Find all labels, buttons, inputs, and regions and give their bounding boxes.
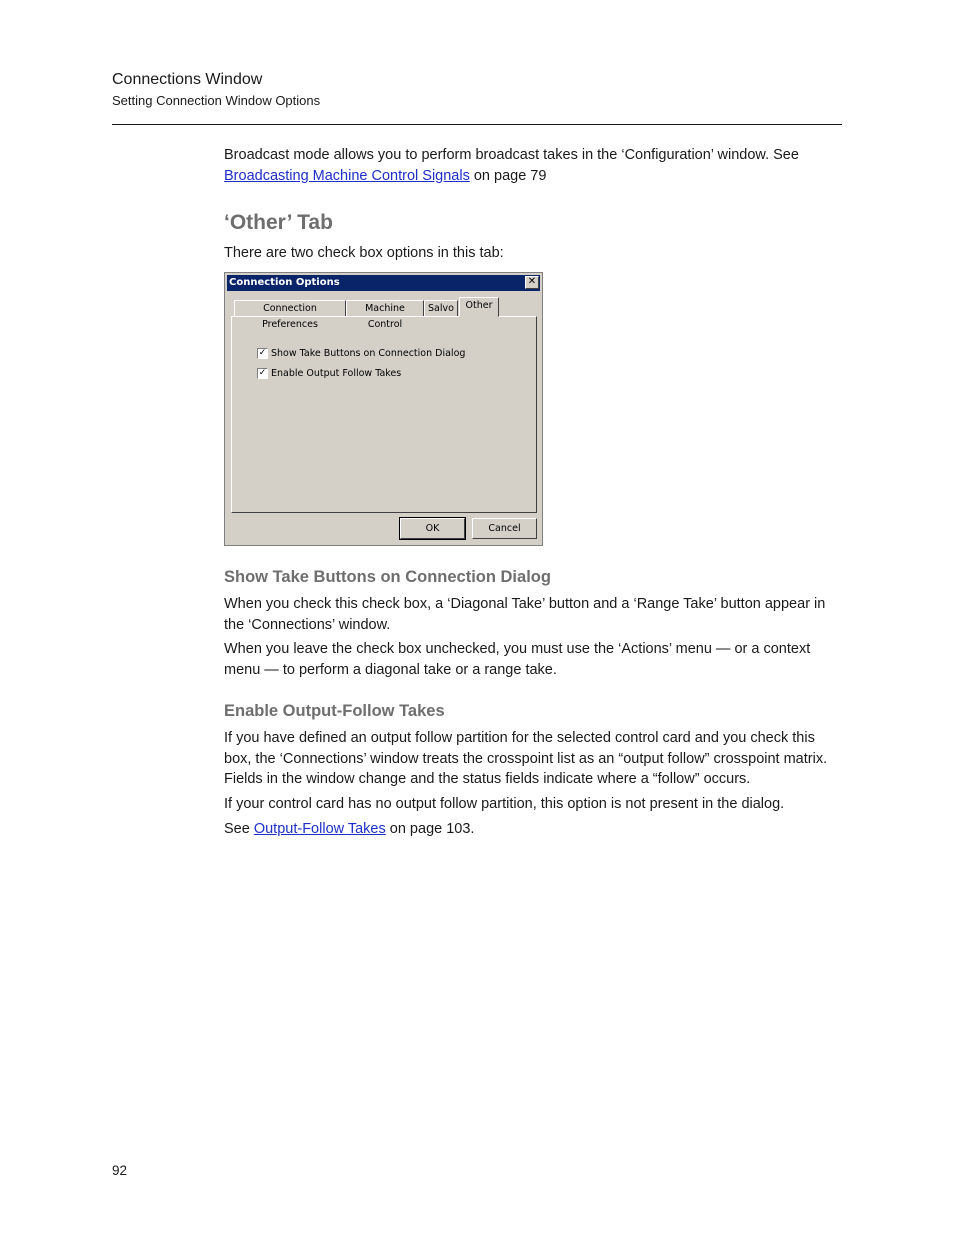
see-page-ref: on page 103. — [385, 821, 475, 837]
show-take-buttons-checkbox[interactable]: ✓ — [258, 348, 267, 358]
enable-output-follow-checkbox[interactable]: ✓ — [258, 368, 267, 378]
tab-panel-other — [231, 316, 537, 513]
cancel-button[interactable]: Cancel — [472, 518, 537, 539]
broadcasting-link[interactable]: Broadcasting Machine Control Signals — [224, 167, 470, 184]
tab-machine-control[interactable]: Machine Control — [346, 300, 424, 317]
running-header-subtitle: Setting Connection Window Options — [112, 93, 321, 108]
header-rule — [112, 124, 842, 125]
close-icon[interactable]: ✕ — [525, 276, 539, 289]
show-take-paragraph-1: When you check this check box, a ‘Diagonal Take’ button and a ‘Range Take’ button appear in the ‘Connections’ window. — [224, 596, 826, 633]
show-take-buttons-option[interactable] — [257, 348, 465, 360]
show-take-paragraph-2: When you leave the check box unchecked, you must use the ‘Actions’ menu — or a context menu — to perform a diagonal take or a range take. — [224, 641, 811, 678]
ok-button[interactable]: OK — [400, 518, 465, 539]
running-header-title: Connections Window — [112, 71, 263, 88]
dialog-titlebar — [227, 275, 540, 291]
dialog-title: Connection Options — [229, 277, 340, 288]
show-take-buttons-label: Show Take Buttons on Connection Dialog — [271, 348, 466, 359]
page-number: 92 — [112, 1163, 128, 1178]
connection-options-dialog — [224, 272, 543, 546]
output-follow-heading: Enable Output-Follow Takes — [224, 702, 445, 720]
intro-text: Broadcast mode allows you to perform broadcast takes in the ‘Configuration’ window. See — [224, 147, 799, 163]
tab-other[interactable]: Other — [459, 297, 499, 317]
tab-salvo[interactable]: Salvo — [424, 300, 458, 317]
tab-connection-preferences[interactable]: Connection Preferences — [234, 300, 346, 317]
show-take-heading: Show Take Buttons on Connection Dialog — [224, 568, 551, 586]
enable-output-follow-option[interactable] — [257, 368, 401, 380]
output-follow-paragraph-1: If you have defined an output follow partition for the selected control card and you check this box, the ‘Connections’ window treats the crosspoint list as an “output follow” crosspoint matrix. Fields in the window change and the status fields indicate where a “follow” occurs. — [224, 730, 828, 787]
output-follow-paragraph-2: If your control card has no output follow partition, this option is not present in the dialog. — [224, 796, 785, 812]
intro-paragraph — [224, 145, 844, 186]
enable-output-follow-label: Enable Output Follow Takes — [271, 368, 402, 379]
output-follow-see-also — [224, 819, 844, 840]
section-lead: There are two check box options in this tab: — [224, 245, 504, 261]
intro-page-ref: on page 79 — [469, 167, 547, 184]
section-heading: ‘Other’ Tab — [224, 211, 333, 234]
output-follow-link[interactable]: Output-Follow Takes — [253, 821, 386, 837]
see-text: See — [224, 821, 254, 837]
